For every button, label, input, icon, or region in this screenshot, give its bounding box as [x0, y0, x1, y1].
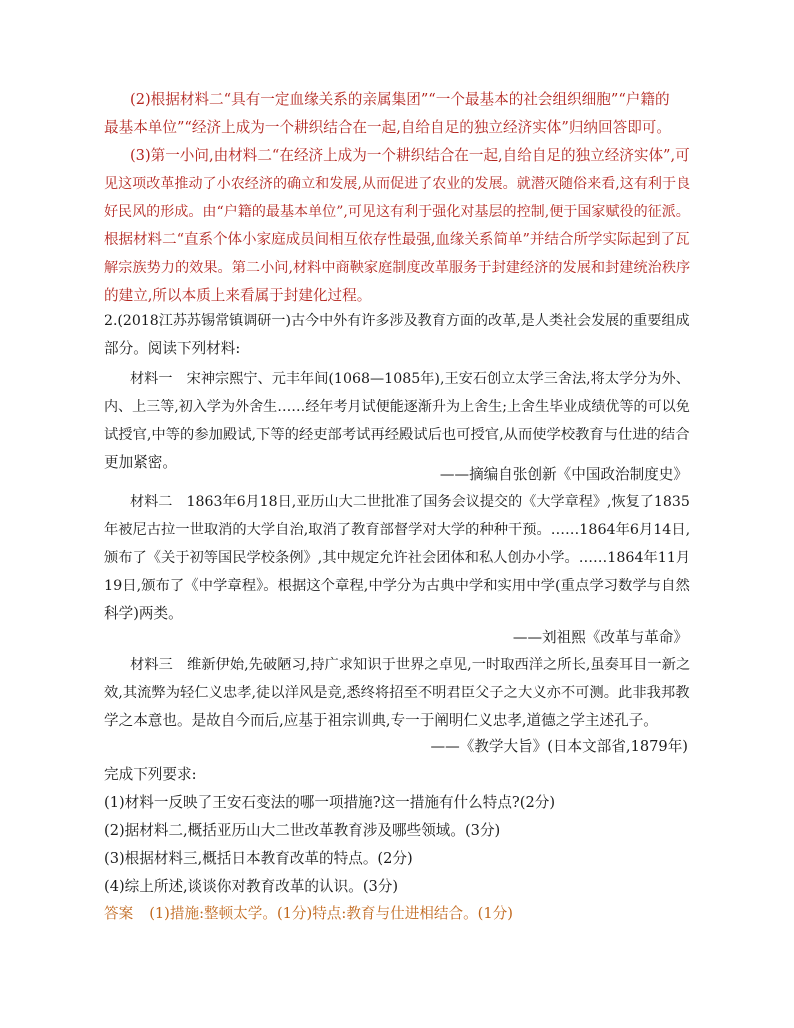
material2-line-1: 材料二 1863年6月18日,亚历山大二世批准了国务会议提交的《大学章程》,恢复了1835 [130, 494, 690, 510]
analysis-line-3: (3)第一小问,由材料二“在经济上成为一个耕织结合在一起,自给自足的独立经济实体”,可 [130, 147, 690, 164]
analysis-line-1: (2)根据材料二“具有一定血缘关系的亲属集团”“一个最基本的社会组织细胞”“户籍的 [130, 91, 670, 108]
material1-source: ——摘编自张创新《中国政治制度史》 [439, 466, 688, 483]
sub-question-3: (3)根据材料三,概括日本教育改革的特点。(2分) [104, 850, 413, 867]
analysis-line-2: 最基本单位”“经济上成为一个耕织结合在一起,自给自足的独立经济实体”归纳回答即可。 [104, 119, 671, 136]
sub-question-1: (1)材料一反映了王安石变法的哪一项措施?这一措施有什么特点?(2分) [104, 794, 556, 811]
material1-line-3: 试授官,中等的参加殿试,下等的经吏部考试再经殿试后也可授官,从而使学校教育与仕进的结合 [104, 427, 690, 443]
material1-line-1: 材料一 宋神宗熙宁、元丰年间(1068—1085年),王安石创立太学三舍法,将太学分为外、 [130, 371, 690, 387]
material2-source: ——刘祖熙《改革与革命》 [512, 629, 688, 646]
material3-line-3: 学之本意也。是故自今而后,应基于祖宗训典,专一于阐明仁义忠孝,道德之学主述孔子。 [104, 712, 658, 729]
material2-line-3: 颁布了《关于初等国民学校条例》,其中规定允许社会团体和私人创办小学。……1864年11月 [104, 550, 691, 566]
material3-source: ——《教学大旨》(日本文部省,1879年) [430, 738, 688, 755]
material3-line-1: 材料三 维新伊始,先破陋习,持广求知识于世界之卓见,一时取西洋之所长,虽奏耳目一新之 [130, 657, 691, 673]
material3-line-2: 效,其流弊为轻仁义忠孝,徒以洋风是竞,悉终将招至不明君臣父子之大义亦不可测。此非我邦教 [104, 685, 690, 701]
analysis-line-8: 的建立,所以本质上来看属于封建化过程。 [104, 287, 372, 304]
sub-question-2: (2)据材料二,概括亚历山大二世改革教育涉及哪些领域。(3分) [104, 822, 501, 839]
analysis-line-6: 根据材料二“直系个体小家庭成员间相互依存性最强,血缘关系简单”并结合所学实际起到了瓦 [104, 232, 690, 248]
material1-line-2: 内、上三等,初入学为外舍生……经年考月试便能逐渐升为上舍生;上舍生毕业成绩优等的可以免 [104, 399, 690, 415]
answer-label: 答案 [104, 905, 134, 922]
answer-text: (1)措施:整顿太学。(1分)特点:教育与仕进相结合。(1分) [149, 905, 513, 922]
analysis-line-4: 见这项改革推动了小农经济的确立和发展,从而促进了农业的发展。就潜灭随俗来看,这有利于良 [104, 176, 691, 192]
question-intro-line-2: 部分。阅读下列材料: [104, 340, 241, 357]
sub-question-4: (4)综上所述,谈谈你对教育改革的认识。(3分) [104, 878, 399, 895]
answer-line [104, 904, 513, 924]
analysis-line-7: 解宗族势力的效果。第二小问,材料中商鞅家庭制度改革服务于封建经济的发展和封建统治秩序 [104, 260, 691, 276]
requirements-prompt: 完成下列要求: [104, 766, 197, 783]
material2-line-4: 19日,颁布了《中学章程》。根据这个章程,中学分为古典中学和实用中学(重点学习数学与自然 [104, 578, 690, 594]
analysis-line-5: 好民风的形成。由“户籍的最基本单位”,可见这有利于强化对基层的控制,便于国家赋役的征派。 [104, 204, 690, 220]
material2-line-2: 年被尼古拉一世取消的大学自治,取消了教育部督学对大学的种种干预。……1864年6月14日, [104, 522, 691, 538]
material2-line-5: 科学)两类。 [104, 605, 183, 622]
material1-line-4: 更加紧密。 [104, 454, 177, 471]
question-intro-line-1: 2.(2018江苏苏锡常镇调研一)古今中外有许多涉及教育方面的改革,是人类社会发展的重要组成 [104, 313, 690, 329]
